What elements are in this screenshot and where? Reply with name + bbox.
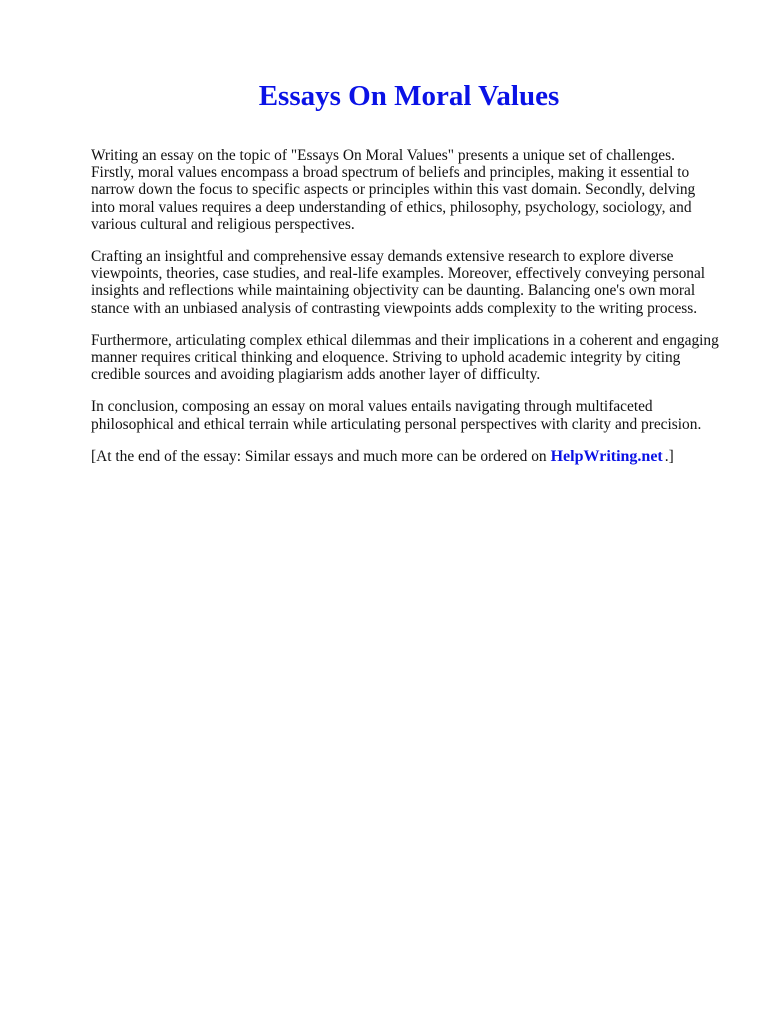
paragraph-3: Furthermore, articulating complex ethical dilemmas and their implications in a coherent and engaging manner requires critical thinking and eloquence. Striving to uphold academic integrity by citing credible sources and avoiding plagiarism adds another layer of difficulty. — [91, 331, 719, 384]
paragraph-4: In conclusion, composing an essay on moral values entails navigating through multifaceted philosophical and ethical terrain while articulating personal perspectives with clarity and precision. — [91, 398, 702, 433]
page-title: Essays On Moral Values — [258, 80, 560, 112]
essay-body — [91, 147, 721, 480]
footer-prefix: [At the end of the essay: Similar essays and much more can be ordered on — [91, 447, 547, 465]
footer-note — [91, 448, 721, 465]
footer-suffix: .] — [664, 447, 674, 465]
paragraph-1: Writing an essay on the topic of "Essays On Moral Values" presents a unique set of challenges. Firstly, moral values encompass a broad spectrum of beliefs and principles, making it essential to narrow down the focus to specific aspects or principles within this vast domain. Secondly, delving into moral values requires a deep understanding of ethics, philosophy, psychology, sociology, and various cultural and religious perspectives. — [91, 147, 696, 233]
helpwriting-link[interactable]: HelpWriting.net — [550, 447, 663, 465]
paragraph-2: Crafting an insightful and comprehensive essay demands extensive research to explore diverse viewpoints, theories, case studies, and real-life examples. Moreover, effectively conveying personal insights and reflections while maintaining objectivity can be daunting. Balancing one's own moral stance with an unbiased analysis of contrasting viewpoints adds complexity to the writing process. — [91, 248, 706, 317]
